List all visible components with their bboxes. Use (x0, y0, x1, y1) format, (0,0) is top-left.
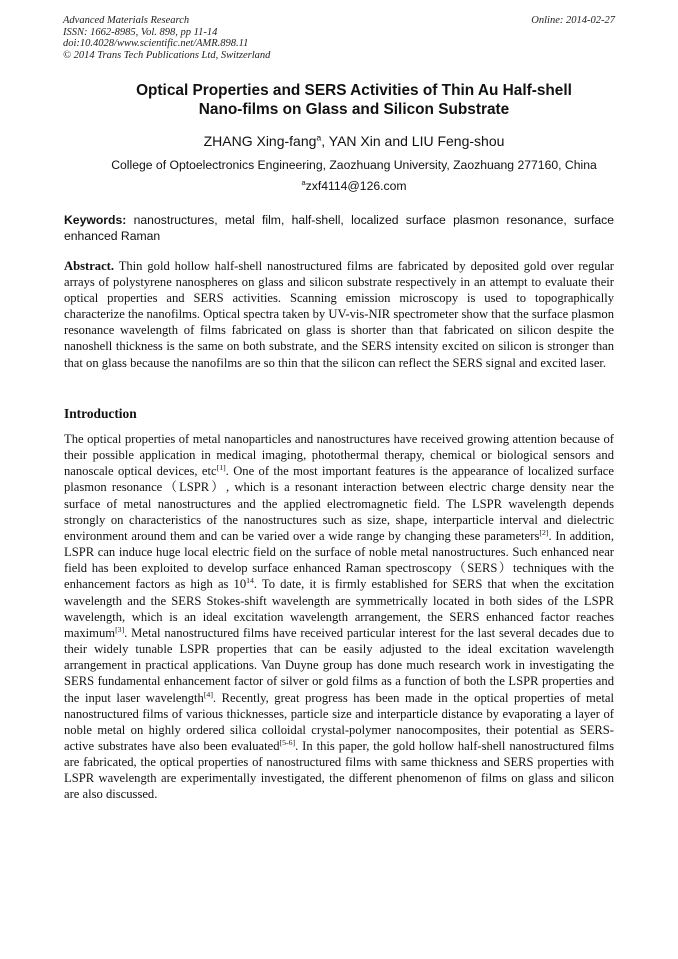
abstract-text: Thin gold hollow half-shell nanostructured films are fabricated by deposited gold over regular arrays of polystyrene nanospheres on glass and silicon substrate respectively in an attempt to evaluate their optical properties and SERS activities. Scanning emission microscopy is used to topographically characterize the nanofilms. Optical spectra taken by UV-vis-NIR spectrometer show that the surface plasmon resonance wavelength of films fabricated on glass is shorter than that fabricated on silicon despite the nanoshell thickness is the same on both substrate, and the SERS intensity excited on silicon is stronger than that on glass because the nanofilms are so thin that the silicon can reflect the SERS signal and excited laser. (64, 259, 614, 370)
title-line-1: Optical Properties and SERS Activities of Thin Au Half-shell (136, 82, 572, 99)
introduction-body (64, 431, 614, 803)
intro-text-7: . In this paper, the gold hollow half-shell nanostructured films are fabricated, the optical properties of nanostructured films with same thickness and SERS properties with LSPR wavelength are experimentally investigated, the different phenomenon of films on glass and silicon are also discussed. (64, 738, 614, 802)
intro-text-2: . One of the most important features is the appearance of localized surface plasmon resonance（LSPR）, which is a resonant interaction between electric charge density near the surface of metal nanostructures and the applied electromagnetic field. The LSPR wavelength depends strongly on characteristics of the nanostructures such as size, shape, interparticle interval and dielectric environment around them and can be varied over a wide range by changing these parameters (64, 464, 614, 543)
other-authors: , YAN Xin and LIU Feng-shou (321, 133, 505, 149)
intro-text-3: . In addition, LSPR can induce huge local electric field on the surface of noble metal nanostructures. Such enhanced near field has been exploited to develop surface enhanced Raman spectroscopy（SERS）techniques with the enhancement factors as high as 10 (64, 528, 614, 592)
citation-3: [3] (115, 624, 125, 634)
author-1: ZHANG Xing-fang (203, 133, 317, 149)
citation-4: [4] (203, 689, 213, 699)
citation-1: [1] (216, 463, 226, 473)
issn-line: ISSN: 1662-8985, Vol. 898, pp 11-14 (63, 26, 218, 38)
intro-text-4: . To date, it is firmly established for SERS that when the excitation wavelength and the SERS Stokes-shift wavelength are symmetrically located in both sides of the LSPR wavelength, which is an ideal excitation wavelength arrangement, the SERS enhanced factor reaches maximum (64, 577, 614, 640)
contact-email (60, 178, 648, 194)
abstract (64, 258, 614, 371)
keywords-label: Keywords: (64, 213, 127, 227)
section-heading-introduction: Introduction (64, 406, 137, 421)
journal-header (63, 15, 615, 61)
keywords-text: nanostructures, metal film, half-shell, localized surface plasmon resonance, surface enhanced Raman (64, 213, 614, 243)
intro-text-1: The optical properties of metal nanoparticles and nanostructures have received growing attention because of their possible application in medical imaging, photothermal therapy, chemical or biological sensors and nanoscale optical devices, etc (64, 432, 614, 479)
paper-title (60, 81, 648, 119)
abstract-label: Abstract. (64, 259, 115, 273)
intro-text-6: . Recently, great progress has been made in the optical properties of metal nanostructured films of various thicknesses, particle size and interparticle distance by evaporating a layer of noble metal on highly ordered silica colloidal crystal-polymer nanocomposites, their potential as SERS-active substrates have also been evaluated (64, 690, 614, 753)
author-1-affiliation-mark: a (316, 132, 322, 143)
email-mark: a (301, 177, 306, 187)
exponent-14: 14 (246, 576, 254, 586)
journal-name: Advanced Materials Research (63, 15, 190, 26)
email-address: zxf4114@126.com (305, 179, 407, 193)
citation-5-6: [5-6] (279, 737, 296, 747)
title-line-2: Nano-films on Glass and Silicon Substrate (198, 101, 510, 118)
online-date: Online: 2014-02-27 (531, 15, 615, 26)
copyright-line: © 2014 Trans Tech Publications Ltd, Switzerland (63, 49, 271, 61)
author-list (60, 132, 648, 150)
citation-2: [2] (539, 527, 549, 537)
doi-line: doi:10.4028/www.scientific.net/AMR.898.11 (63, 38, 249, 50)
intro-text-5: . Metal nanostructured films have received particular interest for the last several decades due to their widely tunable LSPR properties that can be easily adjusted to the ideal excitation wavelength arrangement in practical applications. Van Duyne group has done much research work in investigating the SERS fundamental enhancement factor of silver or gold films as a function of both the LSPR properties and the input laser wavelength (64, 625, 614, 705)
affiliation: College of Optoelectronics Engineering, Zaozhuang University, Zaozhuang 277160, China (111, 158, 597, 172)
keywords (64, 212, 614, 244)
